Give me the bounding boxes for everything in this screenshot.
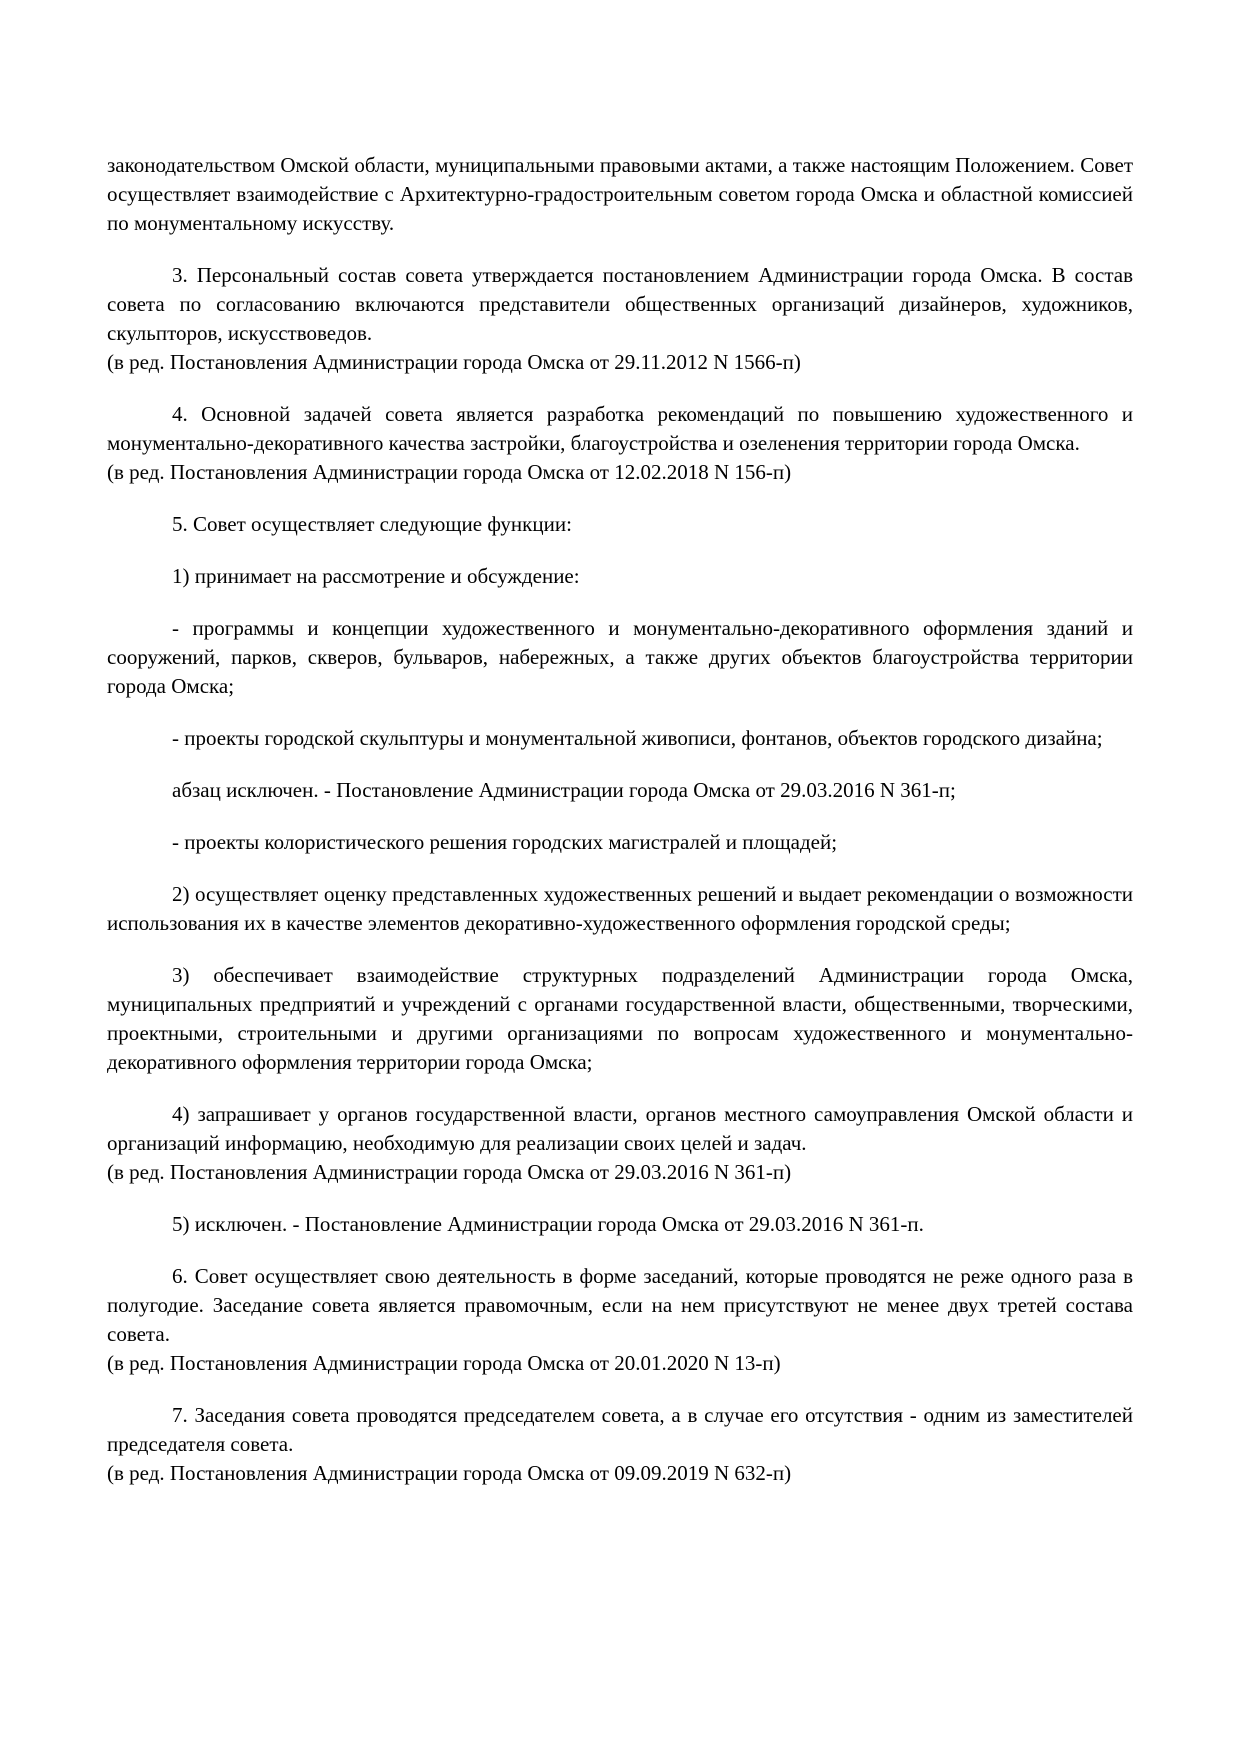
edition-note: (в ред. Постановления Администрации города Омска от 09.09.2019 N 632-п) <box>107 1461 792 1485</box>
paragraph-item-6: 6. Совет осуществляет свою деятельность в форме заседаний, которые проводятся не реже одного раза в полугодие. Заседание совета является правомочным, если на нем присутствуют не менее двух третей состава совета. <box>107 1264 1133 1346</box>
edition-note: (в ред. Постановления Администрации города Омска от 20.01.2020 N 13-п) <box>107 1351 781 1375</box>
paragraph-excluded-note: абзац исключен. - Постановление Администрации города Омска от 29.03.2016 N 361-п; <box>172 778 956 802</box>
paragraph-item-4: 4. Основной задачей совета является разработка рекомендаций по повышению художественного и монументально-декоративного качества застройки, благоустройства и озеленения территории города Омска. <box>107 402 1133 455</box>
paragraph-continuation: законодательством Омской области, муниципальными правовыми актами, а также настоящим Положением. Совет осуществляет взаимодействие с Архитектурно-градостроительным советом города Омска и областной комиссией по монументальному искусству. <box>107 153 1133 235</box>
paragraph-list-dash: - проекты колористического решения городских магистралей и площадей; <box>172 830 838 854</box>
paragraph-item-5: 5. Совет осуществляет следующие функции: <box>172 512 572 536</box>
paragraph-subitem-3: 3) обеспечивает взаимодействие структурных подразделений Администрации города Омска, муниципальных предприятий и учреждений с органами государственной власти, общественными, творческими, проектными, строительными и другими организациями по вопросам художественного и монументально-декоративного оформления территории города Омска; <box>107 963 1133 1074</box>
paragraph-item-7: 7. Заседания совета проводятся председателем совета, а в случае его отсутствия - одним из заместителей председателя совета. <box>107 1403 1133 1456</box>
paragraph-list-dash: - программы и концепции художественного и монументально-декоративного оформления зданий и сооружений, парков, скверов, бульваров, набережных, а также других объектов благоустройства территории города Омска; <box>107 616 1133 698</box>
edition-note: (в ред. Постановления Администрации города Омска от 29.11.2012 N 1566-п) <box>107 350 801 374</box>
paragraph-subitem-5: 5) исключен. - Постановление Администрации города Омска от 29.03.2016 N 361-п. <box>172 1212 924 1236</box>
paragraph-subitem-4: 4) запрашивает у органов государственной власти, органов местного самоуправления Омской области и организаций информацию, необходимую для реализации своих целей и задач. <box>107 1102 1133 1155</box>
paragraph-subitem-1: 1) принимает на рассмотрение и обсуждение: <box>172 564 580 588</box>
edition-note: (в ред. Постановления Администрации города Омска от 29.03.2016 N 361-п) <box>107 1160 792 1184</box>
edition-note: (в ред. Постановления Администрации города Омска от 12.02.2018 N 156-п) <box>107 460 792 484</box>
paragraph-list-dash: - проекты городской скульптуры и монументальной живописи, фонтанов, объектов городского дизайна; <box>172 726 1103 750</box>
paragraph-item-3: 3. Персональный состав совета утверждается постановлением Администрации города Омска. В состав совета по согласованию включаются представители общественных организаций дизайнеров, художников, скульпторов, искусствоведов. <box>107 263 1133 345</box>
paragraph-subitem-2: 2) осуществляет оценку представленных художественных решений и выдает рекомендации о возможности использования их в качестве элементов декоративно-художественного оформления городской среды; <box>107 882 1133 935</box>
